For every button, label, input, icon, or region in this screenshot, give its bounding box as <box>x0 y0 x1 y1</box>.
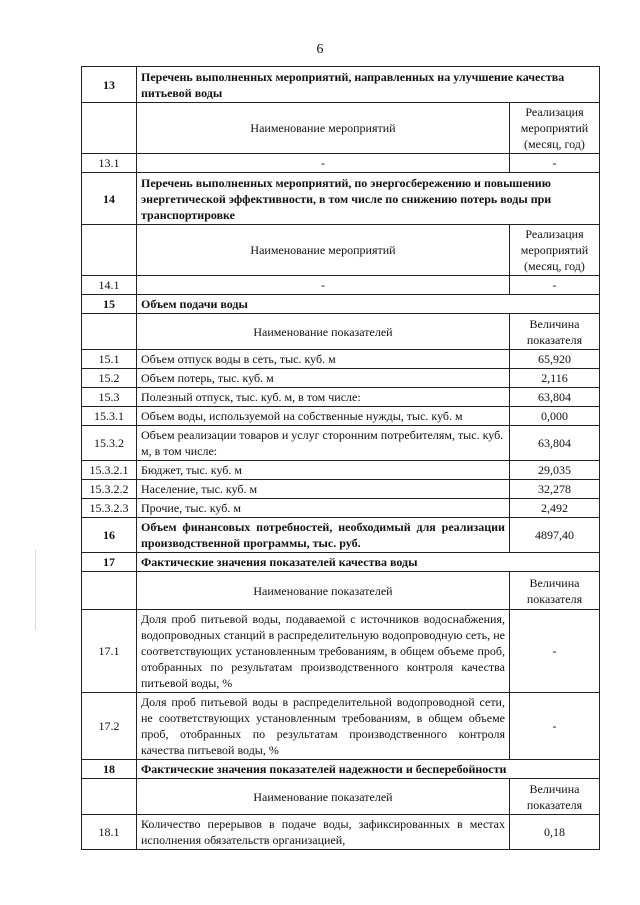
row-name: Количество перерывов в подаче воды, зафиксированных в местах исполнения обязательств организацией, <box>137 815 510 850</box>
table-row <box>82 426 600 461</box>
section-17-header <box>82 553 600 572</box>
empty-cell <box>82 225 137 276</box>
row-value: 2,116 <box>509 369 599 388</box>
column-header-value: Реализация мероприятий (месяц, год) <box>509 225 599 276</box>
empty-cell <box>82 314 137 350</box>
row-number: 14.1 <box>82 276 137 295</box>
page-number: 6 <box>316 42 324 57</box>
row-name: - <box>137 276 510 295</box>
section-number: 15 <box>82 295 137 314</box>
row-name: Доля проб питьевой воды в распределительной водопроводной сети, не соответствующих установленным требованиям, в общем объеме проб, отобранных по результатам производственного контроля качества питьевой воды, % <box>137 693 510 760</box>
column-header-name: Наименование показателей <box>137 779 510 815</box>
empty-cell <box>82 572 137 610</box>
column-header-value: Реализация мероприятий (месяц, год) <box>509 103 599 154</box>
row-value: - <box>509 610 599 693</box>
row-value: - <box>509 693 599 760</box>
section-18-header <box>82 760 600 779</box>
table-row <box>82 815 600 850</box>
row-value: 65,920 <box>509 350 599 369</box>
row-value: 4897,40 <box>509 518 599 553</box>
table-row <box>82 154 600 173</box>
column-header-value: Величина показателя <box>509 572 599 610</box>
row-number: 15.3.2.1 <box>82 461 137 480</box>
row-value: 29,035 <box>509 461 599 480</box>
row-number: 18.1 <box>82 815 137 850</box>
section-number: 17 <box>82 553 137 572</box>
column-header-value: Величина показателя <box>509 779 599 815</box>
table-row <box>82 388 600 407</box>
table-row <box>82 369 600 388</box>
section-14-header <box>82 173 600 225</box>
row-name: Объем отпуск воды в сеть, тыс. куб. м <box>137 350 510 369</box>
row-number: 13.1 <box>82 154 137 173</box>
section-title: Фактические значения показателей качества воды <box>137 553 600 572</box>
row-name: - <box>137 154 510 173</box>
row-number: 15.3.2.3 <box>82 499 137 518</box>
row-name: Население, тыс. куб. м <box>137 480 510 499</box>
row-number: 15.1 <box>82 350 137 369</box>
section-16-row <box>82 518 600 553</box>
column-header-name: Наименование показателей <box>137 314 510 350</box>
section-17-column-header <box>82 572 600 610</box>
table-row <box>82 350 600 369</box>
section-18-column-header <box>82 779 600 815</box>
row-value: - <box>509 276 599 295</box>
table-row <box>82 461 600 480</box>
row-name: Объем реализации товаров и услуг сторонним потребителям, тыс. куб. м, в том числе: <box>137 426 510 461</box>
column-header-name: Наименование мероприятий <box>137 103 510 154</box>
empty-cell <box>82 103 137 154</box>
row-number: 17.2 <box>82 693 137 760</box>
row-name: Прочие, тыс. куб. м <box>137 499 510 518</box>
row-value: 0,000 <box>509 407 599 426</box>
section-13-header <box>82 67 600 103</box>
table-row <box>82 693 600 760</box>
table-row <box>82 276 600 295</box>
row-value: 0,18 <box>509 815 599 850</box>
section-15-header <box>82 295 600 314</box>
column-header-name: Наименование мероприятий <box>137 225 510 276</box>
scan-margin-mark <box>35 550 36 630</box>
row-value: - <box>509 154 599 173</box>
row-number: 15.2 <box>82 369 137 388</box>
table-row <box>82 407 600 426</box>
row-number: 15.3.2 <box>82 426 137 461</box>
section-title: Объем подачи воды <box>137 295 600 314</box>
section-13-column-header <box>82 103 600 154</box>
section-14-column-header <box>82 225 600 276</box>
table-row <box>82 499 600 518</box>
row-value: 63,804 <box>509 426 599 461</box>
column-header-value: Величина показателя <box>509 314 599 350</box>
section-title: Перечень выполненных мероприятий, направленных на улучшение качества питьевой воды <box>137 67 600 103</box>
section-number: 14 <box>82 173 137 225</box>
row-number: 15.3.2.2 <box>82 480 137 499</box>
row-name: Доля проб питьевой воды, подаваемой с источников водоснабжения, водопроводных станций в распределительную водопроводную сеть, не соответствующих установленным требованиям, в общем объеме проб, отобранных по результатам производственного контроля качества питьевой воды, % <box>137 610 510 693</box>
row-number: 17.1 <box>82 610 137 693</box>
section-number: 18 <box>82 760 137 779</box>
row-name: Бюджет, тыс. куб. м <box>137 461 510 480</box>
row-number: 15.3 <box>82 388 137 407</box>
empty-cell <box>82 779 137 815</box>
column-header-name: Наименование показателей <box>137 572 510 610</box>
row-name: Объем воды, используемой на собственные нужды, тыс. куб. м <box>137 407 510 426</box>
table-row <box>82 610 600 693</box>
section-title: Перечень выполненных мероприятий, по энергосбережению и повышению энергетической эффективности, в том числе по снижению потерь воды при транспортировке <box>137 173 600 225</box>
row-value: 63,804 <box>509 388 599 407</box>
row-value: 32,278 <box>509 480 599 499</box>
row-number: 15.3.1 <box>82 407 137 426</box>
section-title: Объем финансовых потребностей, необходимый для реализации производственной программы, тыс. руб. <box>137 518 510 553</box>
row-name: Полезный отпуск, тыс. куб. м, в том числе: <box>137 388 510 407</box>
table-row <box>82 480 600 499</box>
row-name: Объем потерь, тыс. куб. м <box>137 369 510 388</box>
section-number: 13 <box>82 67 137 103</box>
section-title: Фактические значения показателей надежности и бесперебойности <box>137 760 600 779</box>
section-number: 16 <box>82 518 137 553</box>
row-value: 2,492 <box>509 499 599 518</box>
section-15-column-header <box>82 314 600 350</box>
report-table <box>81 66 600 850</box>
